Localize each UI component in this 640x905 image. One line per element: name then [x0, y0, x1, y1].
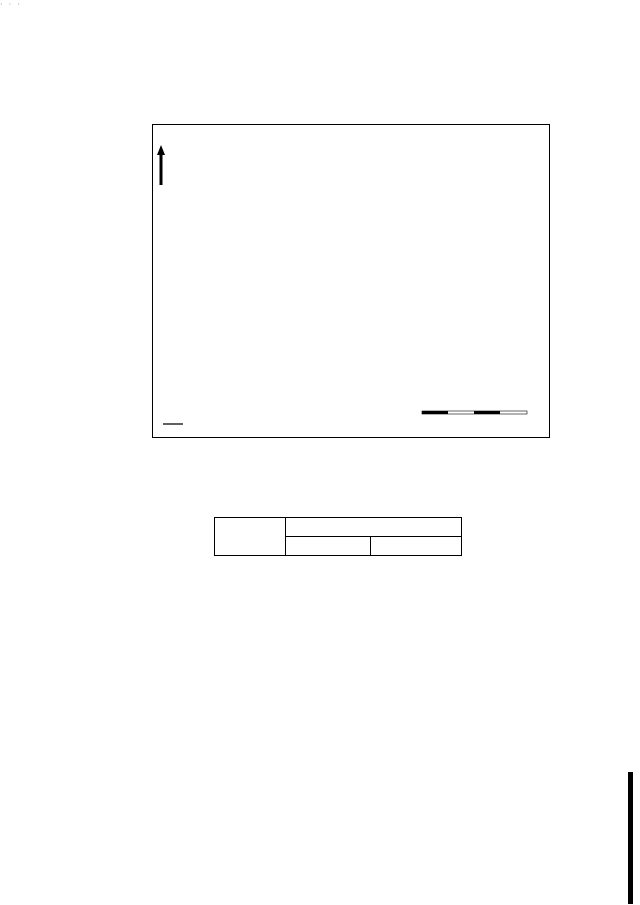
header-lat — [286, 537, 371, 556]
north-arrow-shaft — [160, 155, 163, 185]
boundary-map — [152, 124, 550, 438]
scale-bar-segment-3 — [474, 411, 500, 414]
header-coords — [286, 518, 462, 537]
scan-edge-bar — [628, 772, 633, 904]
header-lon — [371, 537, 462, 556]
header-point — [215, 518, 286, 556]
scale-bar — [422, 411, 527, 414]
north-arrow-head — [157, 145, 165, 155]
scan-artifact-corner: · · · — [0, 0, 22, 9]
north-arrow — [157, 145, 165, 185]
scale-bar-segment-1 — [422, 411, 448, 414]
table-header-row — [215, 518, 462, 537]
coordinates-table — [214, 517, 462, 556]
